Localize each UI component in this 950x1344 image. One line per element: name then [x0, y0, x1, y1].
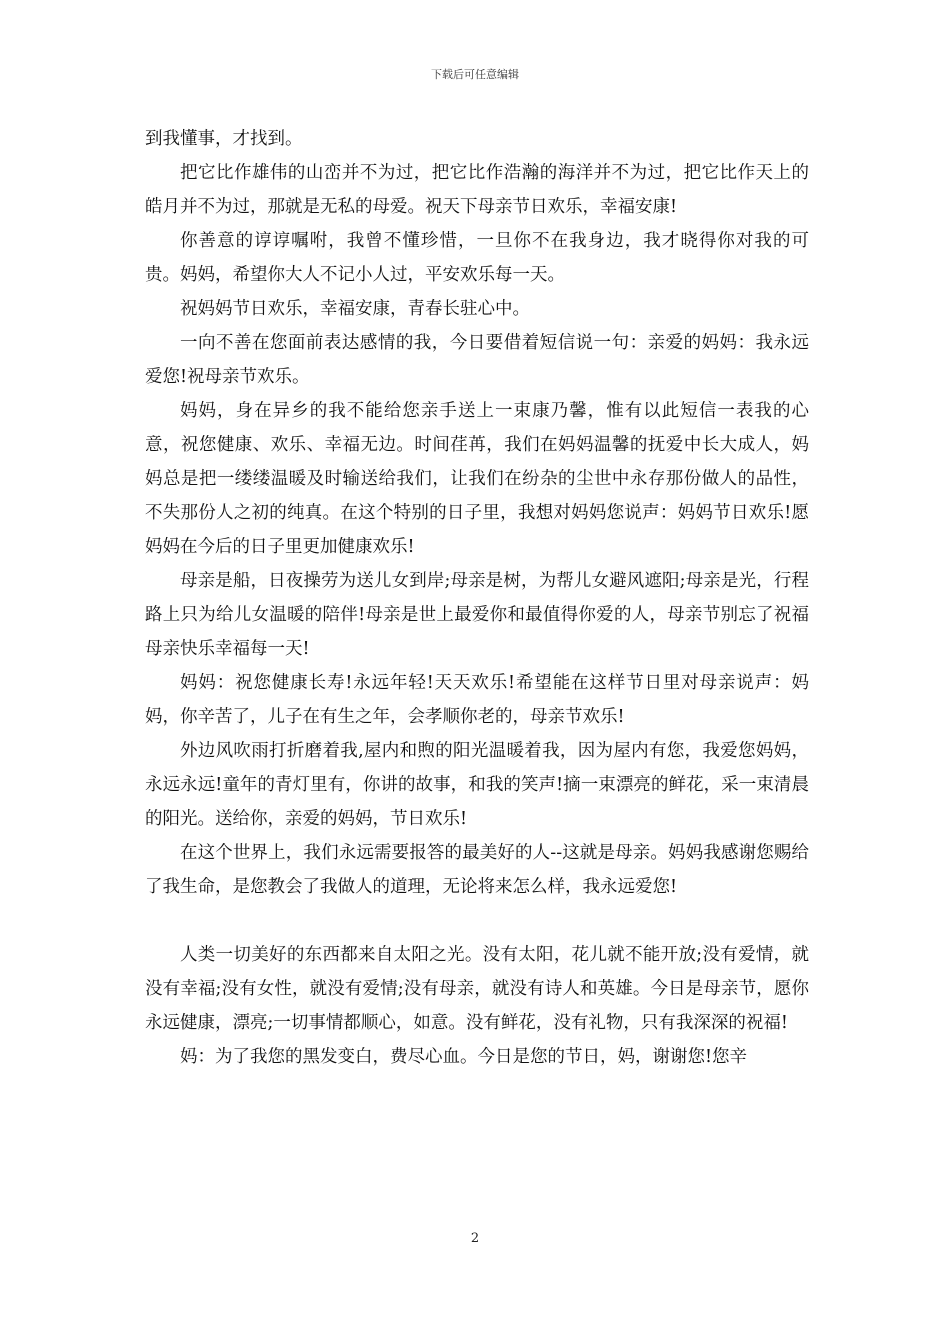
paragraph-3: 你善意的谆谆嘱咐，我曾不懂珍惜，一旦你不在我身边，我才晓得你对我的可贵。妈妈，希望你大人不记小人过，平安欢乐每一天。: [145, 231, 809, 285]
paragraph-4: 祝妈妈节日欢乐，幸福安康，青春长驻心中。: [180, 299, 530, 319]
paragraph-gap: [145, 904, 809, 938]
paragraph-2: 把它比作雄伟的山峦并不为过，把它比作浩瀚的海洋并不为过，把它比作天上的皓月并不为过，那就是无私的母爱。祝天下母亲节日欢乐，幸福安康!: [145, 163, 809, 217]
paragraph-9: 外边风吹雨打折磨着我,屋内和煦的阳光温暖着我，因为屋内有您，我爱您妈妈，永远永远!童年的青灯里有，你讲的故事，和我的笑声!摘一束漂亮的鲜花，采一束清晨的阳光。送给你，亲爱的妈妈，节日欢乐!: [145, 741, 809, 829]
document-body: [145, 122, 809, 1074]
paragraph-7: 母亲是船，日夜操劳为送儿女到岸;母亲是树，为帮儿女避风遮阳;母亲是光，行程路上只为给儿女温暖的陪伴!母亲是世上最爱你和最值得你爱的人，母亲节别忘了祝福母亲快乐幸福每一天!: [145, 571, 809, 659]
paragraph-11: 人类一切美好的东西都来自太阳之光。没有太阳，花儿就不能开放;没有爱情，就没有幸福;没有女性，就没有爱情;没有母亲，就没有诗人和英雄。今日是母亲节，愿你永远健康，漂亮;一切事情都顺心，如意。没有鲜花，没有礼物，只有我深深的祝福!: [145, 945, 809, 1033]
paragraph-10: 在这个世界上，我们永远需要报答的最美好的人--这就是母亲。妈妈我感谢您赐给了我生命，是您教会了我做人的道理，无论将来怎么样，我永远爱您!: [145, 843, 809, 897]
paragraph-5: 一向不善在您面前表达感情的我，今日要借着短信说一句：亲爱的妈妈：我永远爱您!祝母亲节欢乐。: [145, 333, 809, 387]
paragraph-12: 妈：为了我您的黑发变白，费尽心血。今日是您的节日，妈，谢谢您!您辛: [180, 1047, 748, 1067]
paragraph-8: 妈妈：祝您健康长寿!永远年轻!天天欢乐!希望能在这样节日里对母亲说声：妈妈，你辛苦了，儿子在有生之年，会孝顺你老的，母亲节欢乐!: [145, 673, 809, 727]
paragraph-6: 妈妈，身在异乡的我不能给您亲手送上一束康乃馨，惟有以此短信一表我的心意，祝您健康、欢乐、幸福无边。时间荏苒，我们在妈妈温馨的抚爱中长大成人，妈妈总是把一缕缕温暖及时输送给我们，让我们在纷杂的尘世中永存那份做人的品性，不失那份人之初的纯真。在这个特别的日子里，我想对妈妈您说声：妈妈节日欢乐!愿妈妈在今后的日子里更加健康欢乐!: [145, 401, 809, 557]
page-header: 下载后可任意编辑: [431, 68, 519, 81]
page-number: 2: [470, 1231, 480, 1246]
paragraph-1: 到我懂事，才找到。: [145, 129, 303, 149]
